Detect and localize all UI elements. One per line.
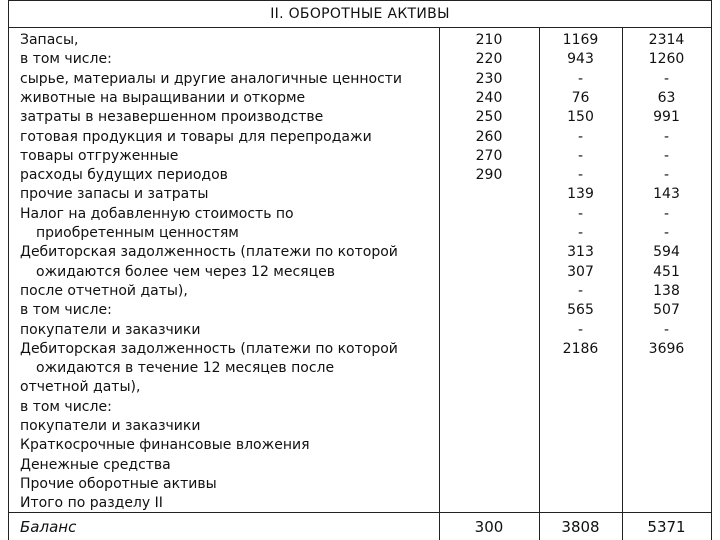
row-label: ожидаются более чем через 12 месяцев (36, 263, 335, 280)
end-value-cell: 594 (653, 244, 680, 261)
end-value-cell: - (663, 128, 670, 145)
row-label: ожидаются в течение 12 месяцев после (36, 360, 335, 377)
start-value-cell: 76 (571, 89, 590, 106)
row-label: Дебиторская задолженность (платежи по которой (20, 340, 398, 357)
start-value-cell: - (577, 167, 584, 184)
row-label: Дебиторская задолженность (платежи по которой (20, 244, 398, 261)
end-value-cell: - (663, 70, 670, 87)
start-value-cell: - (577, 147, 584, 164)
start-value-cell: 307 (567, 263, 594, 280)
row-label: Краткосрочные финансовые вложения (20, 437, 310, 454)
row-label: товары отгруженные (20, 147, 179, 164)
end-value-cell: 451 (653, 263, 680, 280)
row-label: расходы будущих периодов (20, 167, 228, 184)
end-value-cell: 138 (653, 282, 680, 299)
total-start: 3808 (561, 518, 600, 536)
end-value-cell: 1260 (648, 51, 685, 68)
code-cell: 220 (475, 51, 503, 68)
row-label: сырье, материалы и другие аналогичные ценности (20, 70, 403, 87)
start-value-cell: 2186 (562, 340, 599, 357)
row-label: животные на выращивании и откорме (20, 89, 306, 106)
start-value-cell: 139 (567, 186, 594, 203)
code-cell: 230 (475, 70, 503, 87)
row-label: Денежные средства (20, 456, 171, 473)
row-label: затраты в незавершенном производстве (20, 109, 324, 126)
start-value-cell: 150 (567, 109, 594, 126)
start-value-cell: 1169 (562, 32, 599, 48)
total-label: Баланс (20, 518, 77, 536)
row-label: Налог на добавленную стоимость по (20, 205, 294, 222)
top-border (8, 0, 712, 1)
end-value-cell: 143 (653, 186, 680, 203)
start-value-cell: - (577, 321, 584, 338)
left-border (8, 0, 9, 540)
start-value-cell: - (577, 70, 584, 87)
end-value-cell: 507 (653, 302, 680, 319)
row-label: Запасы, (20, 32, 79, 48)
row-label: Итого по разделу II (20, 495, 163, 512)
start-value-cell: 565 (567, 302, 594, 319)
end-value-cell: - (663, 167, 670, 184)
end-value-cell: - (663, 225, 670, 241)
code-cell: 240 (475, 89, 503, 106)
row-label: готовая продукция и товары для перепродажи (20, 128, 372, 145)
row-label: прочие запасы и затраты (20, 186, 209, 203)
row-label: после отчетной даты), (20, 282, 188, 299)
row-label: отчетной даты), (20, 379, 141, 396)
code-cell: 290 (475, 167, 503, 184)
row-label: в том числе: (20, 398, 112, 415)
end-value-cell: - (663, 147, 670, 164)
section-title: II. ОБОРОТНЫЕ АКТИВЫ (270, 6, 450, 22)
header-divider (8, 27, 712, 28)
row-label: приобретенным ценностям (36, 225, 239, 241)
code-cell: 260 (475, 128, 503, 145)
end-value-cell: - (663, 205, 670, 222)
right-border (711, 0, 712, 540)
total-code: 300 (474, 518, 504, 536)
code-cell: 270 (475, 147, 503, 164)
end-value-cell: 3696 (648, 340, 685, 357)
code-cell: 250 (475, 109, 503, 126)
row-label: покупатели и заказчики (20, 418, 201, 434)
row-label: в том числе: (20, 302, 112, 319)
code-cell: 210 (475, 32, 503, 48)
start-value-cell: - (577, 282, 584, 299)
end-value-cell: 2314 (648, 32, 685, 48)
start-value-cell: 943 (567, 51, 594, 68)
end-value-cell: - (663, 321, 670, 338)
start-value-cell: - (577, 225, 584, 241)
end-value-cell: 63 (657, 89, 676, 106)
total-end: 5371 (647, 518, 686, 536)
start-value-cell: 313 (567, 244, 594, 261)
row-label: в том числе: (20, 51, 112, 68)
start-value-cell: - (577, 128, 584, 145)
end-value-cell: 991 (653, 109, 680, 126)
row-label: Прочие оборотные активы (20, 475, 217, 492)
start-value-cell: - (577, 205, 584, 222)
balance-sheet-table (8, 0, 712, 540)
row-label: покупатели и заказчики (20, 321, 201, 338)
